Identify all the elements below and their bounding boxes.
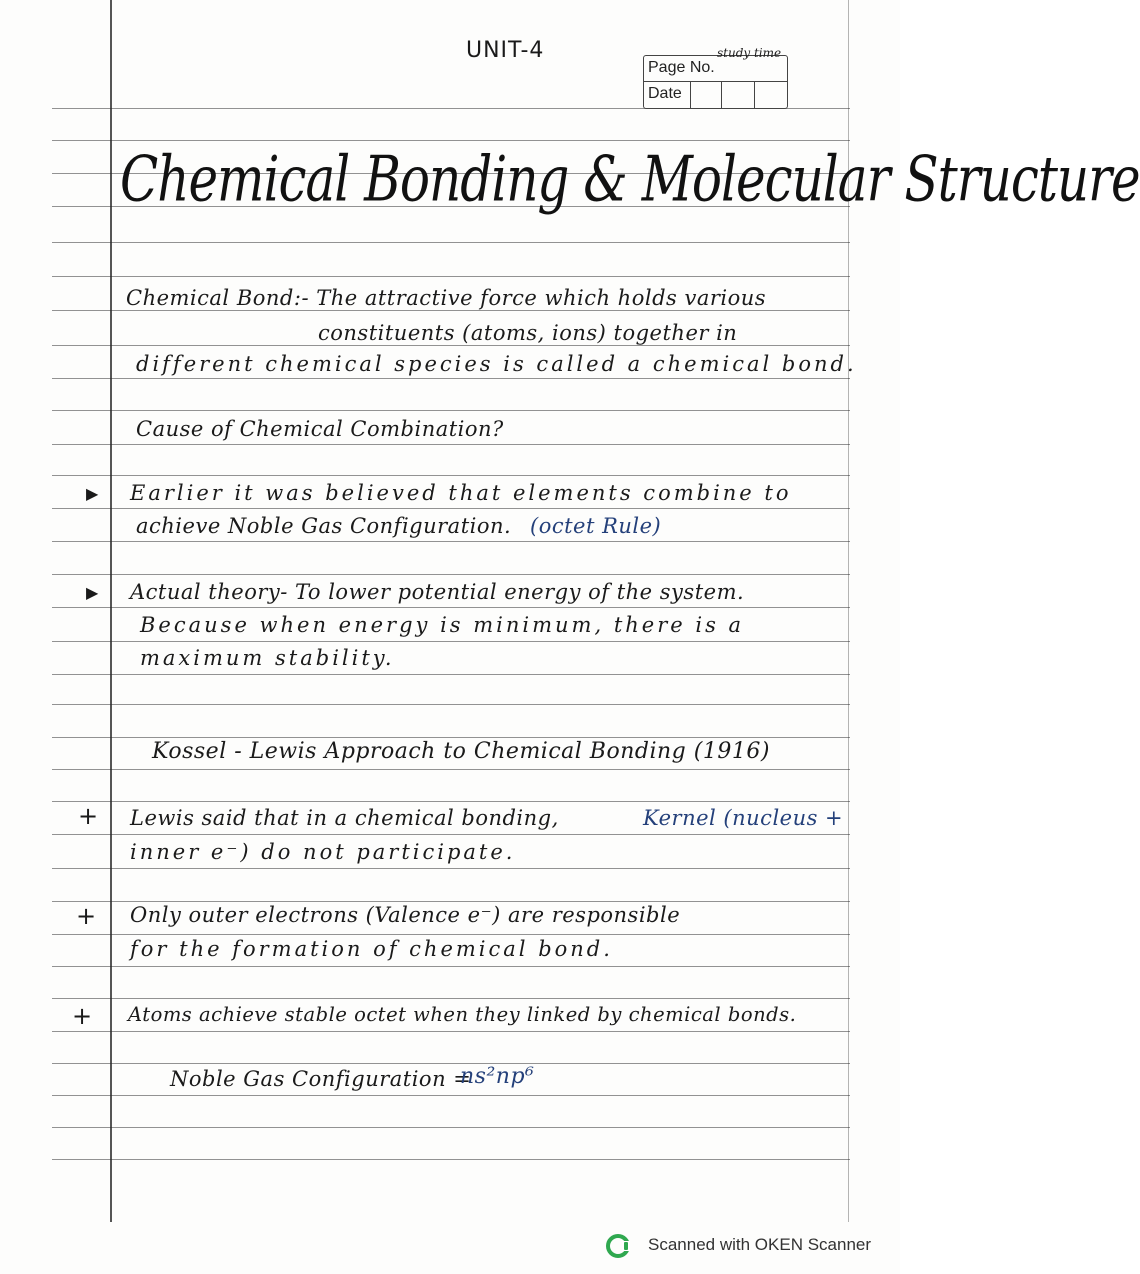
ruled-line	[52, 310, 850, 311]
earlier-line-1: Earlier it was believed that elements combine to	[130, 481, 792, 505]
actual-line-2: Because when energy is minimum, there is a	[140, 613, 745, 637]
ruled-line	[52, 444, 850, 445]
outer-electrons-line-1: Only outer electrons (Valence e⁻) are responsible	[130, 903, 681, 927]
ruled-line	[52, 541, 850, 542]
date-cell-divider	[690, 82, 691, 108]
ruled-line	[52, 1127, 850, 1128]
ruled-line	[52, 140, 850, 141]
ruled-line	[52, 704, 850, 705]
ruled-line	[52, 410, 850, 411]
scanner-text: Scanned with OKEN Scanner	[648, 1235, 872, 1254]
triangle-bullet-icon: ▶	[86, 484, 99, 503]
ruled-line	[52, 901, 850, 902]
earlier-line-2: achieve Noble Gas Configuration.	[136, 514, 512, 538]
definition-line-1: Chemical Bond:- The attractive force which holds various	[126, 286, 767, 310]
page-no-label: Page No.	[648, 59, 715, 76]
lewis-line-1: Lewis said that in a chemical bonding,	[130, 806, 559, 830]
kernel-term: Kernel (nucleus +	[643, 806, 844, 830]
ruled-line	[52, 1159, 850, 1160]
stable-octet-line: Atoms achieve stable octet when they linked by chemical bonds.	[128, 1003, 797, 1026]
octet-rule-note: (octet Rule)	[530, 514, 662, 538]
oken-scanner-logo-icon	[606, 1234, 632, 1258]
ruled-line	[52, 508, 850, 509]
actual-line-1: Actual theory- To lower potential energy of the system.	[130, 580, 745, 604]
ruled-line	[52, 998, 850, 999]
kossel-lewis-heading: Kossel - Lewis Approach to Chemical Bonding (1916)	[152, 739, 770, 764]
ruled-line	[52, 378, 850, 379]
plus-bullet-icon: +	[72, 1002, 93, 1030]
ruled-line	[52, 1095, 850, 1096]
ruled-line	[52, 674, 850, 675]
brand-logo-text: study time	[717, 46, 782, 60]
date-cell-divider	[754, 82, 755, 108]
ruled-line	[52, 242, 850, 243]
plus-bullet-icon: +	[78, 802, 99, 830]
cause-heading: Cause of Chemical Combination?	[136, 417, 504, 441]
ruled-line	[52, 834, 850, 835]
date-cell-divider	[721, 82, 722, 108]
ruled-line	[52, 1031, 850, 1032]
page-date-box	[643, 46, 788, 109]
noble-gas-label: Noble Gas Configuration =	[170, 1067, 472, 1091]
ruled-line	[52, 475, 850, 476]
ruled-line	[52, 1063, 850, 1064]
ruled-line	[52, 801, 850, 802]
ruled-line	[52, 737, 850, 738]
ruled-line	[52, 345, 850, 346]
lewis-line-2: inner e⁻) do not participate.	[130, 840, 516, 864]
page-no-row	[644, 56, 787, 82]
ruled-line	[52, 276, 850, 277]
ruled-line	[52, 769, 850, 770]
margin-line	[110, 0, 112, 1222]
date-label: Date	[648, 85, 682, 102]
ruled-line	[52, 641, 850, 642]
noble-gas-formula: ns²np⁶	[460, 1064, 535, 1089]
ruled-line	[52, 966, 850, 967]
ruled-line	[52, 934, 850, 935]
triangle-bullet-icon: ▶	[86, 583, 99, 602]
outer-electrons-line-2: for the formation of chemical bond.	[130, 937, 613, 961]
ruled-line	[52, 607, 850, 608]
page-title: Chemical Bonding & Molecular Structure	[120, 143, 1140, 216]
definition-line-3: different chemical species is called a chemical bond.	[136, 352, 857, 376]
definition-line-2: constituents (atoms, ions) together in	[318, 321, 738, 345]
unit-heading: UNIT-4	[466, 38, 545, 63]
actual-line-3: maximum stability.	[140, 646, 395, 670]
plus-bullet-icon: +	[76, 902, 97, 930]
ruled-line	[52, 574, 850, 575]
ruled-line	[52, 868, 850, 869]
